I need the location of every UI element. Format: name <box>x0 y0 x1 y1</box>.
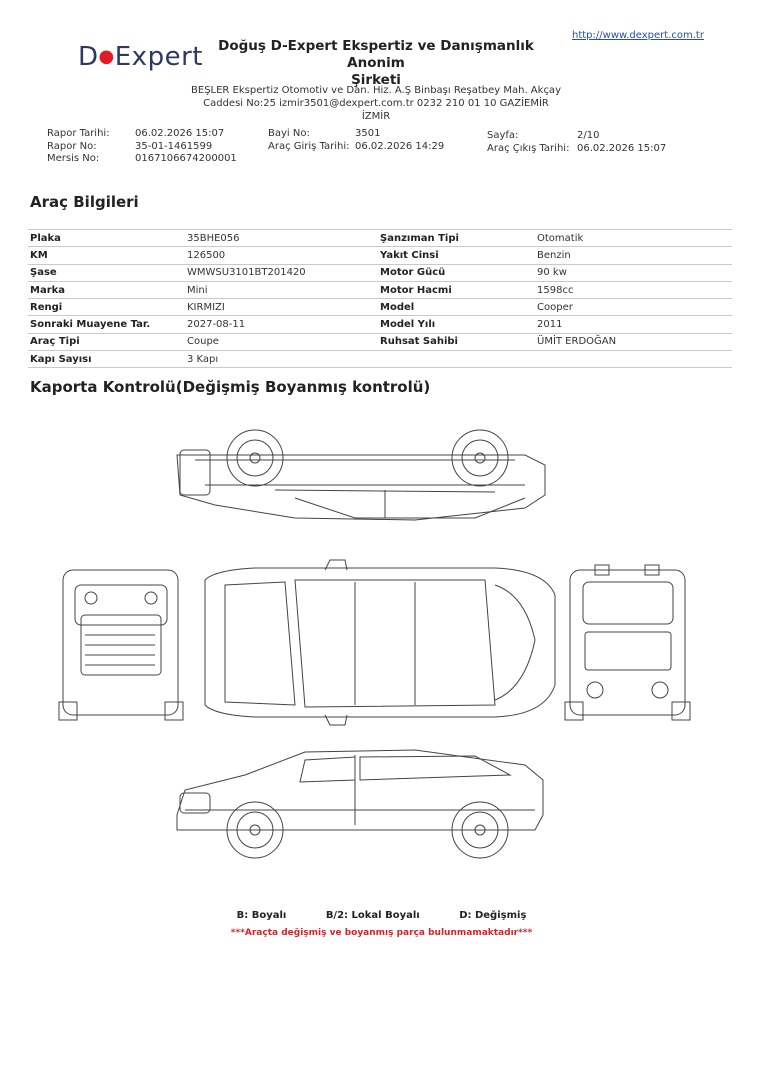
address-line-3: İZMİR <box>361 111 391 122</box>
bayi-value: 3501 <box>355 128 381 139</box>
row-label: Ruhsat Sahibi <box>378 333 535 350</box>
rapor-no-value: 35-01-1461599 <box>135 140 213 152</box>
row-value: 90 kw <box>535 264 732 281</box>
address-line-2: Caddesi No:25 izmir3501@dexpert.com.tr 0232 210 01 10 GAZİEMİR <box>203 98 549 109</box>
row-label: Yakıt Cinsi <box>378 247 535 264</box>
table-row <box>28 264 732 281</box>
sayfa-value: 2/10 <box>577 130 600 141</box>
table-row <box>28 281 732 298</box>
table-row <box>28 333 732 350</box>
legend-lokal-boyali: B/2: Lokal Boyalı <box>325 910 420 921</box>
row-value: Cooper <box>535 299 732 316</box>
meta-values-col3 <box>577 130 666 155</box>
legend-degismis: D: Değişmiş <box>459 910 527 921</box>
legend-boyali: B: Boyalı <box>236 910 287 921</box>
row-label: Marka <box>28 281 185 298</box>
rapor-tarihi-value: 06.02.2026 15:07 <box>135 128 225 139</box>
bayi-label: Bayi No: <box>268 128 310 139</box>
row-label: Rengi <box>28 299 185 316</box>
car-top-view <box>205 560 555 725</box>
arac-bilgileri-title: Araç Bilgileri <box>30 193 139 211</box>
row-label: Sonraki Muayene Tar. <box>28 316 185 333</box>
mersis-value: 0167106674200001 <box>135 153 237 164</box>
row-label: Kapı Sayısı <box>28 351 185 368</box>
dexpert-logo <box>78 42 203 72</box>
row-label: Araç Tipi <box>28 333 185 350</box>
no-changed-parts-note: ***Araçta değişmiş ve boyanmış parça bulunmamaktadır*** <box>230 928 533 938</box>
dealer-address <box>190 84 562 123</box>
row-label: Motor Hacmi <box>378 281 535 298</box>
meta-labels-col2 <box>268 128 350 153</box>
row-value <box>535 351 732 368</box>
address-line-1: BEŞLER Ekspertiz Otomotiv ve Dan. Hiz. A.Ş Binbaşı Reşatbey Mah. Akçay <box>191 85 561 96</box>
row-value: 1598cc <box>535 281 732 298</box>
row-value: 126500 <box>185 247 378 264</box>
company-line-2: Şirketi <box>351 72 401 88</box>
row-value: WMWSU3101BT201420 <box>185 264 378 281</box>
row-label <box>378 351 535 368</box>
row-label: Şanzıman Tipi <box>378 230 535 247</box>
cikis-value: 06.02.2026 15:07 <box>577 142 667 154</box>
row-label: Model Yılı <box>378 316 535 333</box>
table-row <box>28 299 732 316</box>
company-line-1: Doğuş D-Expert Ekspertiz ve Danışmanlık Anonim <box>218 38 534 71</box>
rapor-no-label: Rapor No: <box>47 140 97 152</box>
row-label: Plaka <box>28 230 185 247</box>
car-body-diagram <box>55 420 700 870</box>
row-value: KIRMIZI <box>185 299 378 316</box>
table-row <box>28 316 732 333</box>
row-value: 35BHE056 <box>185 230 378 247</box>
car-front-view <box>59 570 183 720</box>
row-value: Benzin <box>535 247 732 264</box>
row-label: Motor Gücü <box>378 264 535 281</box>
row-value: 2011 <box>535 316 732 333</box>
meta-labels-col1 <box>47 128 110 166</box>
row-label: Model <box>378 299 535 316</box>
row-value: Otomatik <box>535 230 732 247</box>
table-row <box>28 230 732 247</box>
row-label: KM <box>28 247 185 264</box>
giris-value: 06.02.2026 14:29 <box>355 140 445 152</box>
company-name <box>190 38 562 89</box>
cikis-label: Araç Çıkış Tarihi: <box>487 142 570 154</box>
website-link[interactable]: http://www.dexpert.com.tr <box>572 30 704 41</box>
logo-expert: Expert <box>114 42 203 72</box>
row-value: Coupe <box>185 333 378 350</box>
rapor-tarihi-label: Rapor Tarihi: <box>47 128 110 139</box>
meta-values-col2 <box>355 128 444 153</box>
row-value: 2027-08-11 <box>185 316 378 333</box>
car-right-side-view <box>177 430 545 520</box>
row-value: ÜMİT ERDOĞAN <box>535 333 732 350</box>
row-label: Şase <box>28 264 185 281</box>
kaporta-title: Kaporta Kontrolü(Değişmiş Boyanmış kontrolü) <box>30 378 431 396</box>
sayfa-label: Sayfa: <box>487 130 519 141</box>
meta-labels-col3 <box>487 130 569 155</box>
meta-values-col1 <box>135 128 237 166</box>
logo-dot-icon: ● <box>98 46 115 67</box>
table-row <box>28 351 732 368</box>
car-left-side-view <box>177 750 543 858</box>
car-rear-view <box>565 565 690 720</box>
table-row <box>28 247 732 264</box>
paint-legend <box>0 910 763 921</box>
mersis-label: Mersis No: <box>47 153 100 164</box>
row-value: Mini <box>185 281 378 298</box>
vehicle-info-table <box>28 229 732 368</box>
logo-d: D <box>78 42 99 72</box>
giris-label: Araç Giriş Tarihi: <box>268 140 350 152</box>
row-value: 3 Kapı <box>185 351 378 368</box>
